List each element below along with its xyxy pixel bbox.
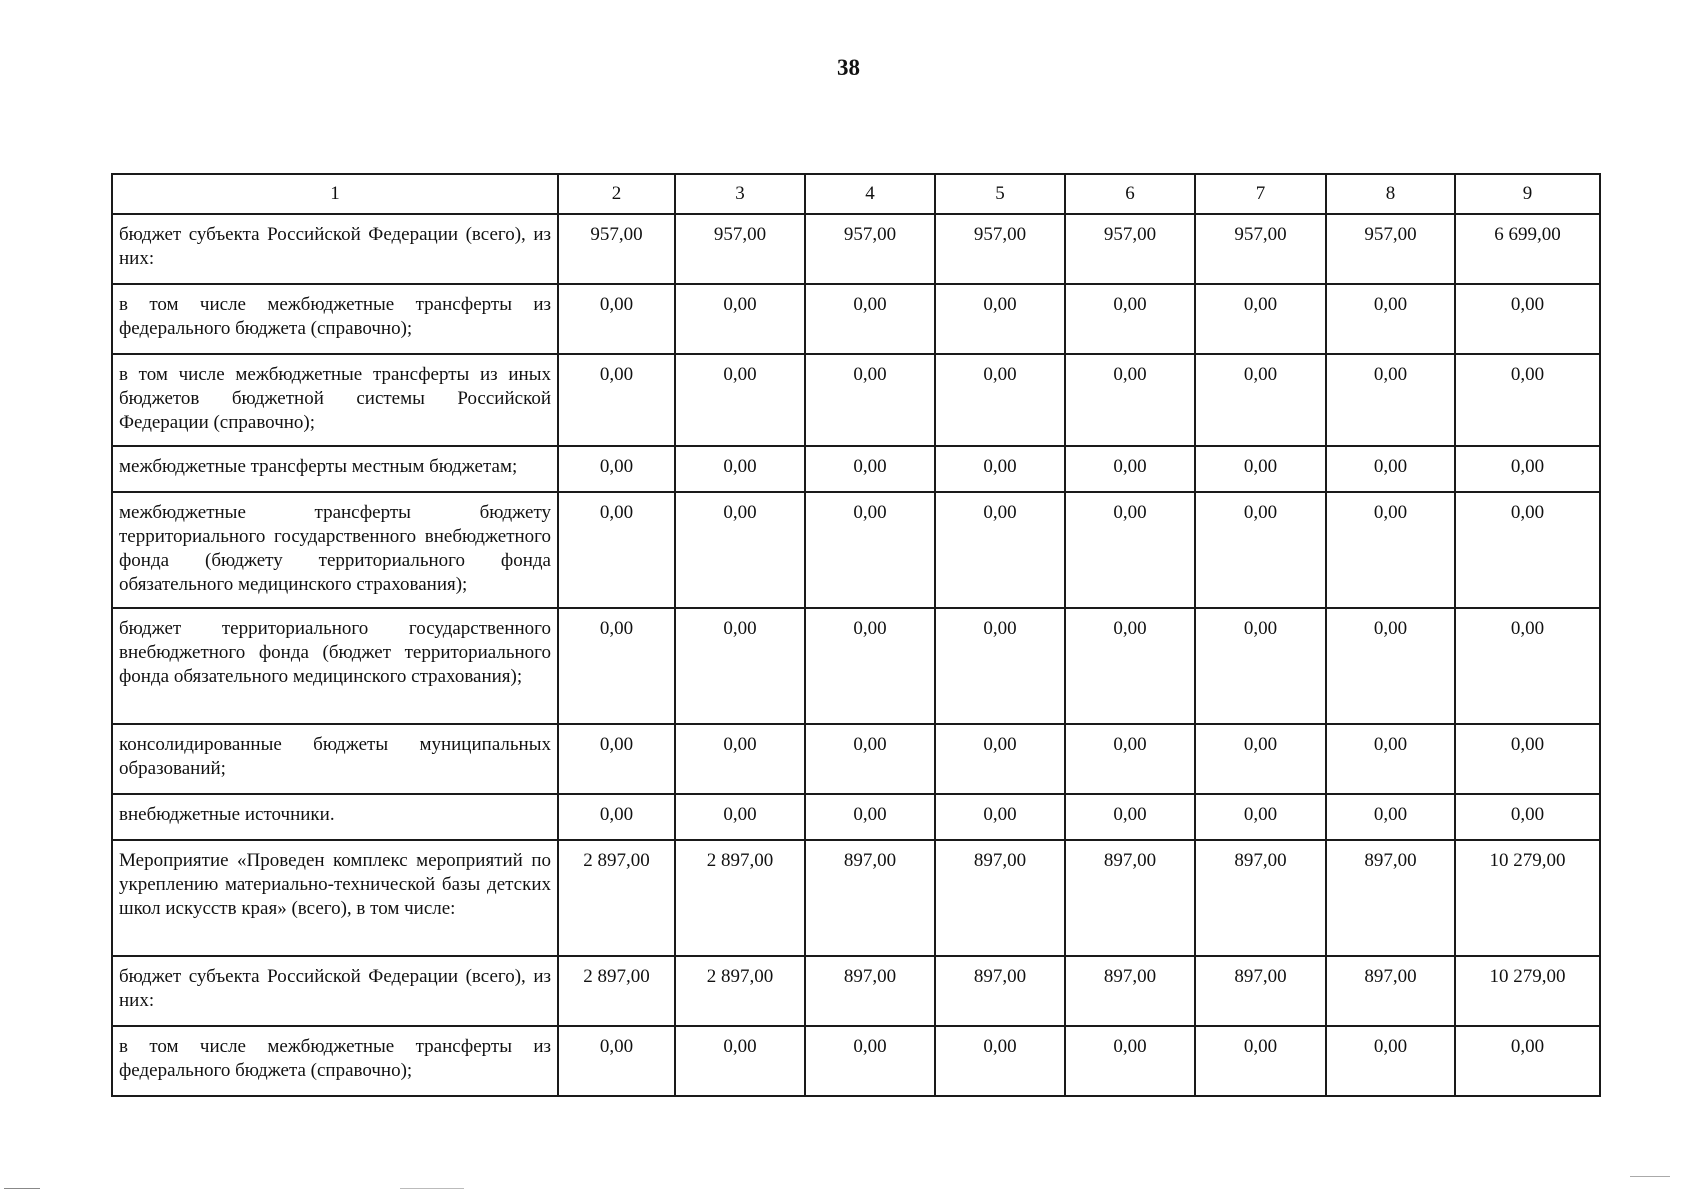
value-cell: 0,00 — [1195, 284, 1326, 354]
column-number-header: 3 — [675, 174, 805, 214]
value-cell: 0,00 — [935, 284, 1065, 354]
column-number-header: 5 — [935, 174, 1065, 214]
value-cell: 0,00 — [805, 1026, 935, 1096]
value-cell: 0,00 — [675, 608, 805, 724]
value-cell: 0,00 — [1326, 608, 1455, 724]
value-cell: 0,00 — [1326, 492, 1455, 608]
value-cell: 0,00 — [1065, 284, 1195, 354]
value-cell: 0,00 — [675, 354, 805, 446]
row-label: бюджет субъекта Российской Федерации (всего), из них: — [112, 214, 558, 284]
value-cell: 0,00 — [1455, 794, 1600, 840]
budget-table — [111, 173, 1601, 1097]
value-cell: 957,00 — [558, 214, 675, 284]
value-cell: 0,00 — [1455, 724, 1600, 794]
value-cell: 10 279,00 — [1455, 956, 1600, 1026]
value-cell: 0,00 — [1455, 446, 1600, 492]
table-row — [112, 214, 1600, 284]
row-label: межбюджетные трансферты местным бюджетам; — [112, 446, 558, 492]
value-cell: 0,00 — [675, 284, 805, 354]
value-cell: 0,00 — [1455, 1026, 1600, 1096]
value-cell: 10 279,00 — [1455, 840, 1600, 956]
row-label: внебюджетные источники. — [112, 794, 558, 840]
value-cell: 0,00 — [805, 608, 935, 724]
table-row — [112, 284, 1600, 354]
value-cell: 0,00 — [1065, 724, 1195, 794]
row-label: в том числе межбюджетные трансферты из федерального бюджета (справочно); — [112, 1026, 558, 1096]
value-cell: 0,00 — [805, 794, 935, 840]
value-cell: 2 897,00 — [558, 956, 675, 1026]
value-cell: 0,00 — [1455, 354, 1600, 446]
value-cell: 957,00 — [935, 214, 1065, 284]
value-cell: 0,00 — [1065, 794, 1195, 840]
value-cell: 0,00 — [1326, 794, 1455, 840]
value-cell: 0,00 — [805, 284, 935, 354]
column-number-header: 8 — [1326, 174, 1455, 214]
value-cell: 897,00 — [1326, 840, 1455, 956]
row-label: межбюджетные трансферты бюджету территориального государственного внебюджетного фонда (бюджету территориального фонда обязательного медицинского страхования); — [112, 492, 558, 608]
value-cell: 0,00 — [1195, 354, 1326, 446]
value-cell: 0,00 — [558, 492, 675, 608]
value-cell: 6 699,00 — [1455, 214, 1600, 284]
column-number-header: 9 — [1455, 174, 1600, 214]
value-cell: 0,00 — [1195, 1026, 1326, 1096]
value-cell: 0,00 — [1065, 1026, 1195, 1096]
value-cell: 2 897,00 — [675, 956, 805, 1026]
value-cell: 0,00 — [935, 354, 1065, 446]
value-cell: 2 897,00 — [558, 840, 675, 956]
value-cell: 0,00 — [805, 446, 935, 492]
value-cell: 957,00 — [1326, 214, 1455, 284]
table-row — [112, 608, 1600, 724]
value-cell: 0,00 — [935, 794, 1065, 840]
value-cell: 0,00 — [558, 446, 675, 492]
value-cell: 0,00 — [675, 794, 805, 840]
value-cell: 0,00 — [935, 446, 1065, 492]
value-cell: 0,00 — [935, 1026, 1065, 1096]
value-cell: 0,00 — [1326, 354, 1455, 446]
value-cell: 0,00 — [1455, 608, 1600, 724]
value-cell: 957,00 — [675, 214, 805, 284]
value-cell: 0,00 — [1195, 794, 1326, 840]
value-cell: 0,00 — [1065, 354, 1195, 446]
value-cell: 897,00 — [1326, 956, 1455, 1026]
column-number-header: 2 — [558, 174, 675, 214]
value-cell: 0,00 — [805, 354, 935, 446]
value-cell: 0,00 — [935, 492, 1065, 608]
scan-artifact — [4, 1188, 40, 1189]
value-cell: 0,00 — [1326, 724, 1455, 794]
column-number-header: 7 — [1195, 174, 1326, 214]
table-row — [112, 794, 1600, 840]
value-cell: 0,00 — [1455, 284, 1600, 354]
table-row — [112, 446, 1600, 492]
value-cell: 0,00 — [1326, 284, 1455, 354]
value-cell: 957,00 — [1195, 214, 1326, 284]
value-cell: 0,00 — [558, 284, 675, 354]
row-label: в том числе межбюджетные трансферты из федерального бюджета (справочно); — [112, 284, 558, 354]
value-cell: 0,00 — [805, 724, 935, 794]
column-number-header: 4 — [805, 174, 935, 214]
table-row — [112, 956, 1600, 1026]
value-cell: 897,00 — [805, 956, 935, 1026]
value-cell: 0,00 — [675, 492, 805, 608]
value-cell: 2 897,00 — [675, 840, 805, 956]
row-label: в том числе межбюджетные трансферты из иных бюджетов бюджетной системы Российской Федерации (справочно); — [112, 354, 558, 446]
value-cell: 897,00 — [805, 840, 935, 956]
value-cell: 0,00 — [1326, 446, 1455, 492]
value-cell: 897,00 — [1065, 840, 1195, 956]
value-cell: 0,00 — [675, 724, 805, 794]
value-cell: 0,00 — [1326, 1026, 1455, 1096]
table-row — [112, 724, 1600, 794]
value-cell: 0,00 — [1065, 608, 1195, 724]
value-cell: 0,00 — [558, 1026, 675, 1096]
value-cell: 897,00 — [1195, 956, 1326, 1026]
value-cell: 957,00 — [1065, 214, 1195, 284]
scan-artifact — [1630, 1176, 1670, 1177]
value-cell: 0,00 — [1065, 446, 1195, 492]
value-cell: 0,00 — [1195, 608, 1326, 724]
page-number: 38 — [837, 55, 860, 80]
table-row — [112, 1026, 1600, 1096]
table-row — [112, 492, 1600, 608]
value-cell: 957,00 — [805, 214, 935, 284]
row-label: бюджет субъекта Российской Федерации (всего), из них: — [112, 956, 558, 1026]
value-cell: 0,00 — [805, 492, 935, 608]
value-cell: 897,00 — [1195, 840, 1326, 956]
value-cell: 0,00 — [1065, 492, 1195, 608]
scan-artifact — [400, 1188, 464, 1189]
value-cell: 897,00 — [935, 956, 1065, 1026]
value-cell: 0,00 — [558, 608, 675, 724]
value-cell: 0,00 — [558, 794, 675, 840]
value-cell: 0,00 — [1455, 492, 1600, 608]
column-number-header: 6 — [1065, 174, 1195, 214]
row-label: консолидированные бюджеты муниципальных образований; — [112, 724, 558, 794]
value-cell: 0,00 — [1195, 724, 1326, 794]
row-label: бюджет территориального государственного внебюджетного фонда (бюджет территориального фонда обязательного медицинского страхования); — [112, 608, 558, 724]
value-cell: 0,00 — [935, 608, 1065, 724]
value-cell: 0,00 — [935, 724, 1065, 794]
value-cell: 897,00 — [935, 840, 1065, 956]
value-cell: 0,00 — [675, 1026, 805, 1096]
header-row — [112, 174, 1600, 214]
row-label: Мероприятие «Проведен комплекс мероприятий по укреплению материально-технической базы детских школ искусств края» (всего), в том числе: — [112, 840, 558, 956]
value-cell: 0,00 — [1195, 492, 1326, 608]
value-cell: 0,00 — [1195, 446, 1326, 492]
column-number-header: 1 — [112, 174, 558, 214]
value-cell: 897,00 — [1065, 956, 1195, 1026]
table-row — [112, 840, 1600, 956]
value-cell: 0,00 — [675, 446, 805, 492]
value-cell: 0,00 — [558, 354, 675, 446]
table-row — [112, 354, 1600, 446]
value-cell: 0,00 — [558, 724, 675, 794]
